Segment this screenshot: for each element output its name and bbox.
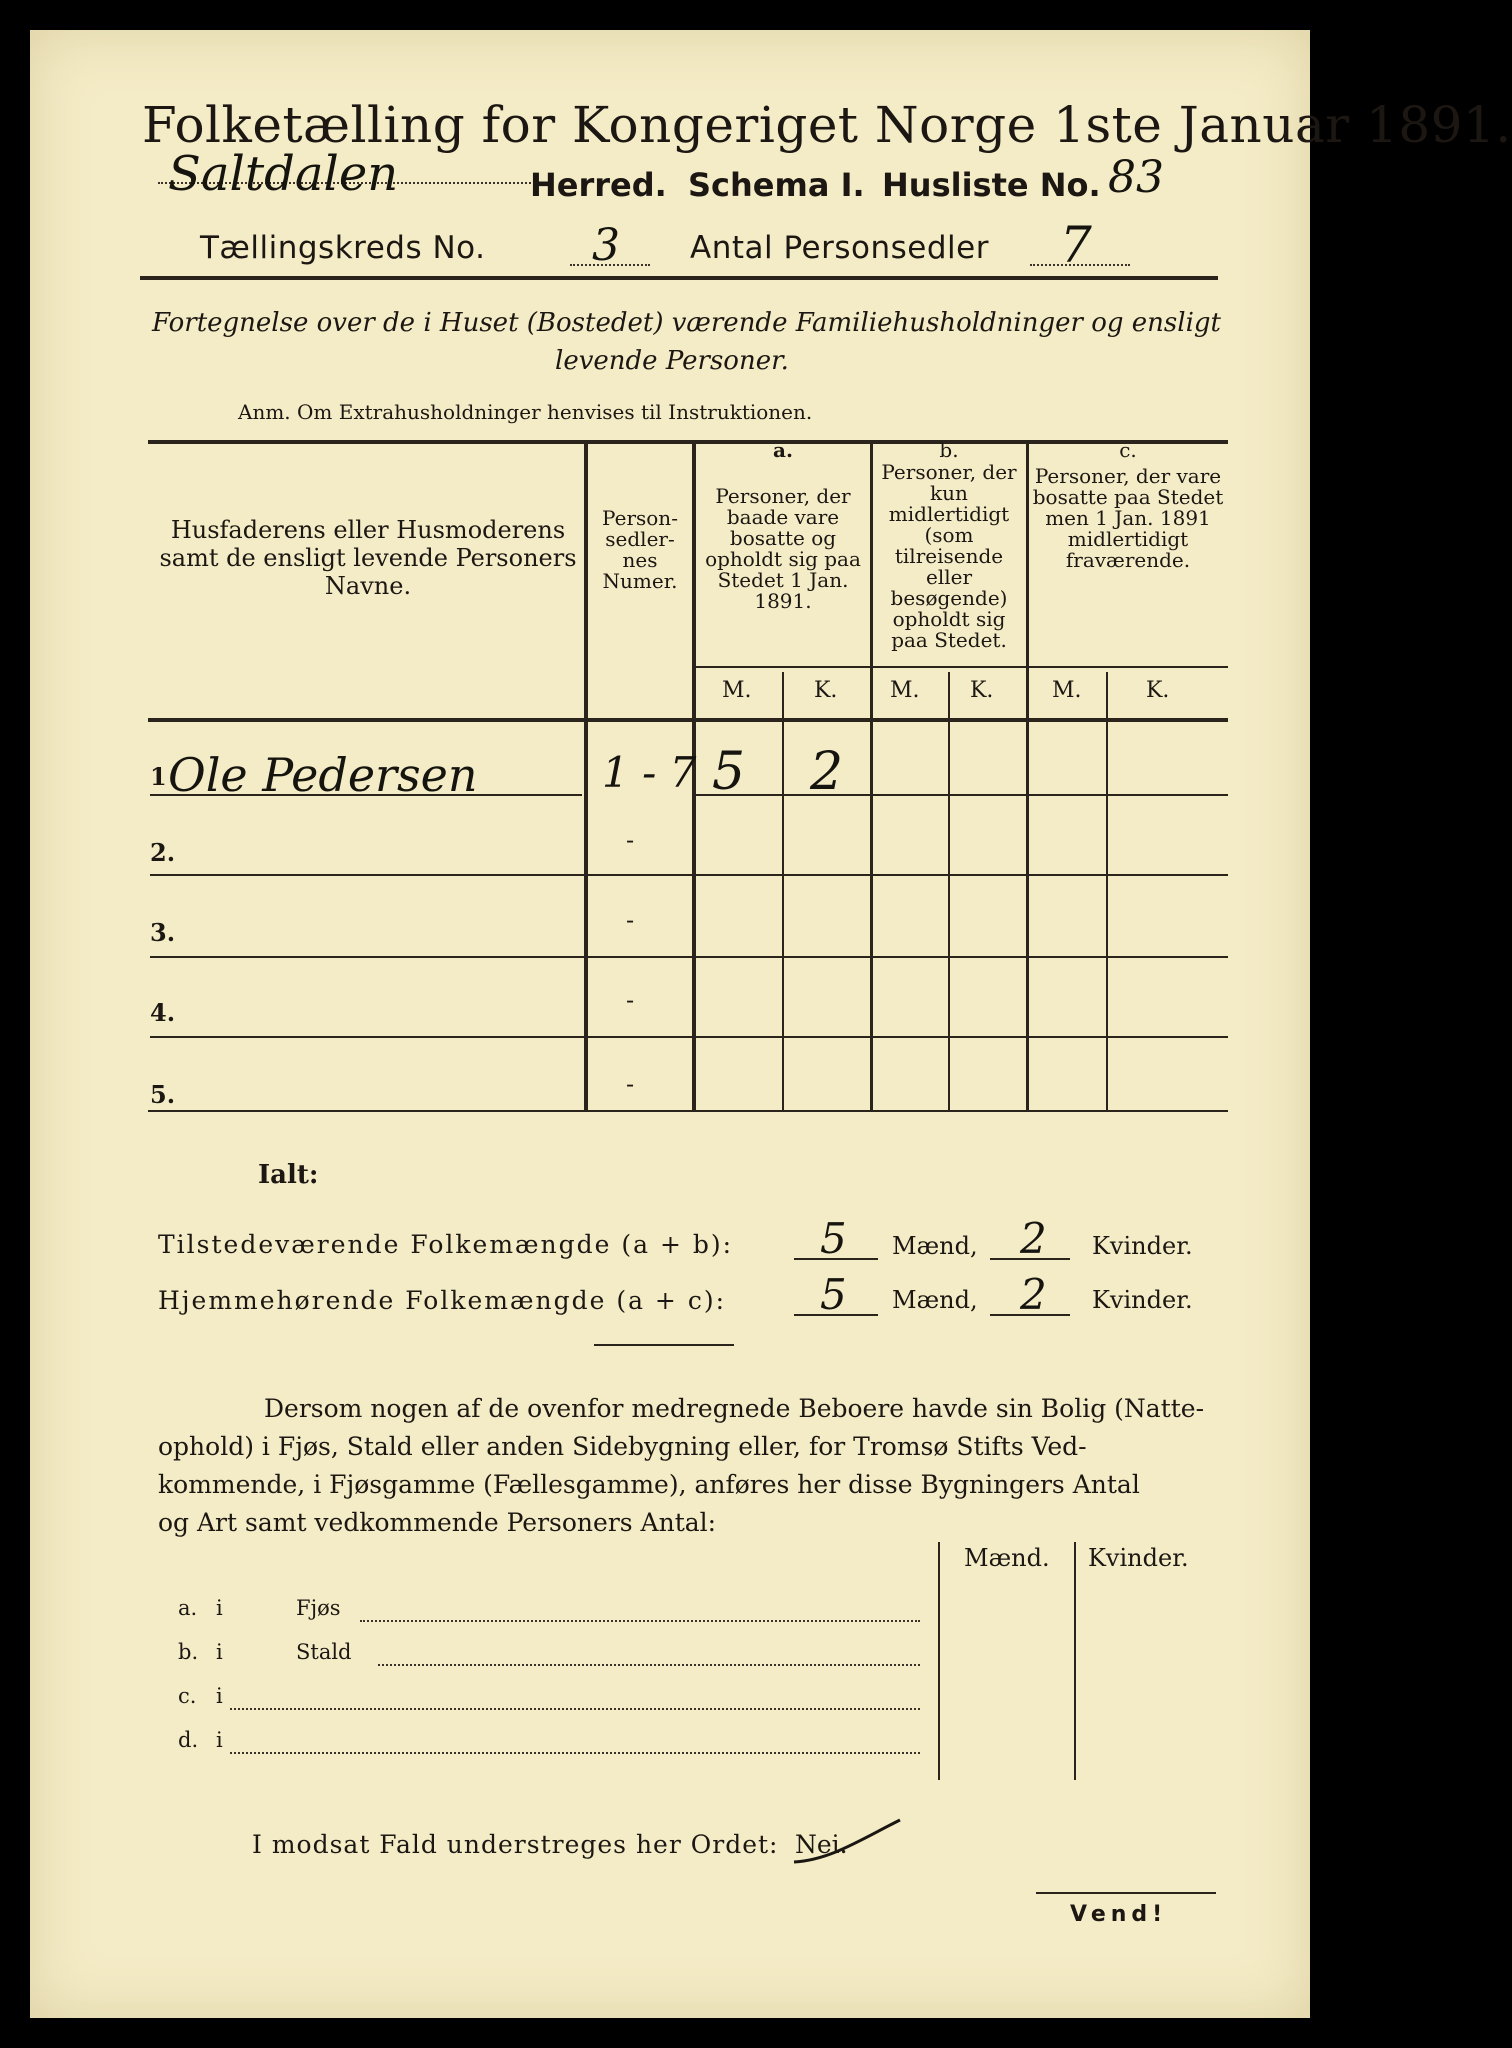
row-rule — [150, 956, 1228, 958]
item-i: i — [216, 1596, 223, 1620]
row-a-m: 5 — [712, 742, 746, 802]
total-line2-m: 5 — [820, 1270, 847, 1319]
vend-rule — [1036, 1892, 1216, 1894]
para-line2: ophold) i Fjøs, Stald eller anden Sidebygning eller, for Tromsø Stifts Ved- — [158, 1432, 1087, 1461]
col-header-c: Personer, der vare bosatte paa Stedet men 1 Jan. 1891 midlertidigt fraværende. — [1032, 464, 1224, 572]
col-divider-b — [1026, 442, 1029, 1110]
item-i: i — [216, 1640, 223, 1664]
row-name: Ole Pedersen — [168, 748, 478, 802]
anm-note: Anm. Om Extrahusholdninger henvises til Instruktionen. — [238, 400, 813, 424]
item-letter: a. — [178, 1596, 198, 1620]
item-dotline — [378, 1664, 920, 1666]
para-line4: og Art samt vedkommende Personers Antal: — [158, 1508, 717, 1537]
total-line1-label: Tilstedeværende Folkemængde (a + b): — [158, 1230, 734, 1259]
row-number: 1 — [150, 762, 167, 791]
form-title: Folketælling for Kongeriget Norge 1ste Januar 1891. — [142, 96, 1512, 154]
row-a-k: 2 — [810, 742, 844, 802]
col-a-k: K. — [814, 678, 838, 703]
item-letter: c. — [178, 1684, 197, 1708]
vend-label: Vend! — [1070, 1902, 1168, 1927]
row-number: 2. — [150, 838, 176, 867]
col-divider-names — [584, 442, 588, 1110]
total-line1-kvinder: Kvinder. — [1092, 1232, 1193, 1260]
row-numer: - — [626, 826, 635, 854]
row-number: 5. — [150, 1080, 176, 1109]
row-numer: - — [626, 906, 635, 934]
item-i: i — [216, 1728, 223, 1752]
item-dotline — [360, 1620, 920, 1622]
modsat-text: I modsat Fald understreges her Ordet: — [252, 1830, 779, 1859]
col-header-c-letter: c. — [1119, 438, 1137, 462]
col-divider-a — [870, 442, 873, 1110]
kreds-label: Tællingskreds No. — [200, 230, 486, 266]
col-divider-c-mk — [1106, 672, 1108, 1110]
schema-label: Schema I. — [688, 166, 865, 204]
nei-underline-stroke — [790, 1800, 910, 1870]
total-line1-k: 2 — [1020, 1214, 1047, 1263]
bottom-col-divider-1 — [938, 1542, 940, 1780]
antal-value: 7 — [1060, 216, 1092, 274]
col-c-k: K. — [1146, 678, 1170, 703]
section-divider — [594, 1344, 734, 1346]
row-rule — [150, 794, 582, 796]
item-i: i — [216, 1684, 223, 1708]
para-line1: Dersom nogen af de ovenfor medregnede Beboere havde sin Bolig (Natte- — [264, 1394, 1205, 1423]
row-numer: - — [626, 986, 635, 1014]
col-header-b-letter: b. — [939, 438, 959, 462]
bottom-kvinder-head: Kvinder. — [1088, 1544, 1189, 1572]
col-header-numer: Person-sedler-nes Numer. — [602, 506, 678, 593]
census-form-sheet — [30, 30, 1512, 2018]
intro-line2: levende Personer. — [555, 346, 789, 376]
item-dotline — [230, 1752, 920, 1754]
husliste-label: Husliste No. — [882, 166, 1101, 204]
kreds-value: 3 — [592, 220, 620, 271]
herred-value: Saltdalen — [168, 146, 399, 202]
item-letter: d. — [178, 1728, 199, 1752]
col-header-a-letter: a. — [773, 438, 793, 462]
bottom-col-divider-2 — [1074, 1542, 1076, 1780]
total-line2-kvinder: Kvinder. — [1092, 1286, 1193, 1314]
husliste-value: 83 — [1108, 152, 1164, 203]
header-rule — [140, 276, 1218, 280]
col-c-m: M. — [1052, 678, 1082, 703]
total-line1-m: 5 — [820, 1214, 847, 1263]
total-line2-maend: Mænd, — [892, 1286, 978, 1314]
col-b-k: K. — [970, 678, 994, 703]
item-letter: b. — [178, 1640, 199, 1664]
table-head-rule — [148, 718, 1228, 722]
total-line2-k: 2 — [1020, 1270, 1047, 1319]
col-divider-b-mk — [948, 672, 950, 1110]
item-dotline — [230, 1708, 920, 1710]
row-rule — [150, 874, 1228, 876]
bottom-maend-head: Mænd. — [964, 1544, 1050, 1572]
item-label: Stald — [296, 1640, 352, 1664]
col-divider-a-mk — [782, 672, 784, 1110]
row-numer: - — [626, 1070, 635, 1098]
col-header-names: Husfaderens eller Husmoderens samt de ensligt levende Personers Navne. — [159, 516, 577, 600]
item-label: Fjøs — [296, 1596, 341, 1620]
antal-label: Antal Personsedler — [690, 230, 989, 266]
mk-rule — [694, 666, 1228, 668]
herred-label: Herred. — [530, 166, 667, 204]
total-line1-maend: Mænd, — [892, 1232, 978, 1260]
row-numer: 1 - 7 — [602, 748, 697, 797]
table-bottom-rule — [148, 1110, 1228, 1112]
col-b-m: M. — [890, 678, 920, 703]
para-line3: kommende, i Fjøsgamme (Fællesgamme), anføres her disse Bygningers Antal — [158, 1470, 1140, 1499]
col-a-m: M. — [722, 678, 752, 703]
nei-word: Nei. — [795, 1830, 848, 1859]
ialt-label: Ialt: — [258, 1160, 319, 1190]
row-number: 3. — [150, 918, 176, 947]
row-rule — [694, 794, 1228, 796]
col-header-b: Personer, der kun midlertidigt (som tilreisende eller besøgende) opholdt sig paa Stedet. — [881, 460, 1017, 652]
col-header-a: Personer, der baade vare bosatte og opholdt sig paa Stedet 1 Jan. 1891. — [705, 484, 861, 613]
row-number: 4. — [150, 998, 176, 1027]
total-line2-label: Hjemmehørende Folkemængde (a + c): — [158, 1286, 726, 1315]
intro-line1: Fortegnelse over de i Huset (Bostedet) værende Familiehusholdninger og ensligt — [152, 308, 1221, 338]
row-rule — [150, 1036, 1228, 1038]
